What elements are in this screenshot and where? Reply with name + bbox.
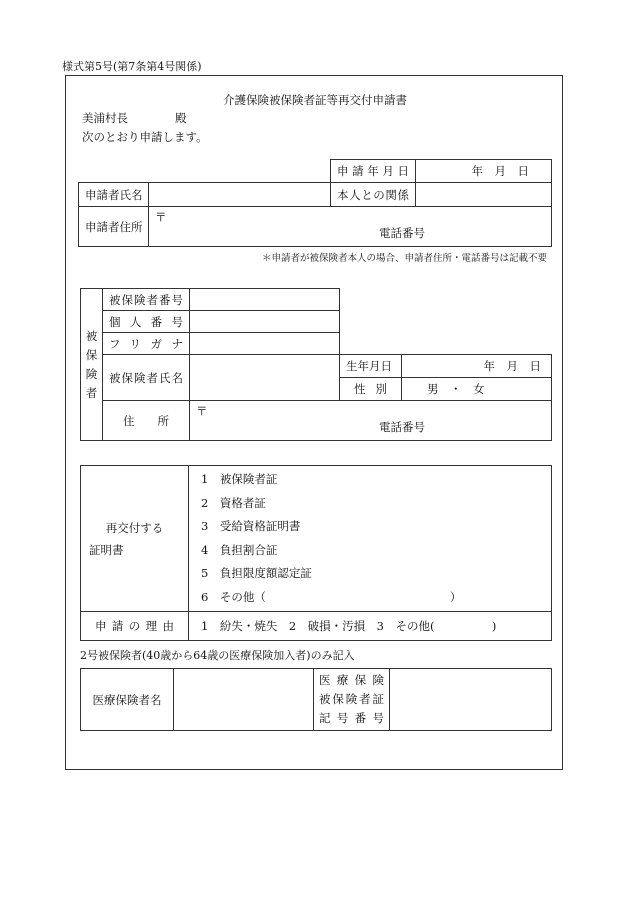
gender-field[interactable]: 男 ・ 女 (402, 378, 552, 401)
medical-note: 2号被保険者(40歳から64歳の医療保険加入者)のみ記入 (80, 649, 355, 662)
insured-name-label: 被保険者氏名 (103, 355, 190, 401)
insured-number-field[interactable] (190, 289, 340, 311)
application-date-field[interactable]: 年 月 日 (416, 160, 552, 183)
applicant-phone-label: 電話番号 (379, 226, 425, 240)
insured-name-field[interactable] (190, 355, 340, 401)
certificate-option[interactable]: 1 被保険者証 (201, 472, 278, 486)
certificate-option[interactable]: 2 資格者証 (201, 495, 266, 510)
document-title: 介護保険被保険者証等再交付申請書 (223, 93, 407, 107)
relationship-label: 本人との関係 (331, 183, 416, 207)
birth-date-field[interactable]: 年 月 日 (402, 355, 552, 378)
certificate-option[interactable]: 4 負担割合証 (201, 542, 278, 557)
applicant-name-label: 申請者氏名 (79, 183, 149, 207)
blank-cell (79, 160, 331, 183)
reason-label: 申請の理由 (81, 612, 189, 641)
certificate-list (189, 466, 552, 612)
reissue-label-line1: 再交付する (105, 520, 164, 535)
addressee: 美浦村長 (82, 111, 128, 125)
postal-mark: 〒 (155, 210, 167, 224)
applicant-address-label: 申請者住所 (79, 207, 149, 247)
applicant-name-field[interactable] (149, 183, 331, 207)
insured-section-label: 被保険者 (85, 328, 98, 400)
insured-phone-label: 電話番号 (379, 420, 425, 434)
reissue-label-line2: 証明書 (89, 542, 124, 557)
code-label-line2: 被保険者証 (319, 692, 384, 706)
intro-text: 次のとおり申請します。 (82, 130, 208, 144)
certificate-option[interactable]: 3 受給資格証明書 (201, 519, 301, 533)
form-number: 様式第5号(第7条第4号関係) (62, 60, 202, 73)
applicant-table (78, 159, 552, 247)
reason-options[interactable]: 1 紛失・焼失 2 破損・汚損 3 その他( ) (189, 612, 552, 641)
insured-number-label: 被保険者番号 (103, 289, 190, 311)
gender-label: 性別 (340, 378, 402, 401)
birth-date-label: 生年月日 (340, 355, 402, 378)
postal-mark: 〒 (196, 404, 208, 418)
application-date-label: 申請年月日 (331, 160, 416, 183)
applicant-address-field[interactable] (149, 207, 552, 247)
reissue-table (80, 465, 552, 641)
insured-table (80, 288, 552, 441)
personal-number-label: 個人番号 (103, 311, 190, 333)
code-label-line3: 記号番号 (319, 711, 384, 725)
insured-address-label: 住所 (103, 401, 190, 441)
certificate-option[interactable]: 5 負担限度額認定証 (201, 566, 312, 580)
code-label-line1: 医療保険 (319, 673, 384, 687)
furigana-field[interactable] (190, 333, 340, 355)
medical-insurer-label: 医療保険者名 (81, 669, 174, 731)
furigana-label: フリガナ (103, 333, 190, 355)
relationship-field[interactable] (416, 183, 552, 207)
personal-number-field[interactable] (190, 311, 340, 333)
medical-insurer-field[interactable] (174, 669, 314, 731)
insurance-code-field[interactable] (390, 669, 552, 731)
insured-address-field[interactable] (190, 401, 552, 441)
certificate-option[interactable]: 6 その他（ ） (201, 589, 462, 604)
applicant-note: ＊申請者が被保険者本人の場合、申請者住所・電話番号は記載不要 (261, 253, 547, 264)
medical-table (80, 668, 552, 731)
blank-cell (340, 289, 552, 355)
honorific: 殿 (175, 111, 187, 125)
